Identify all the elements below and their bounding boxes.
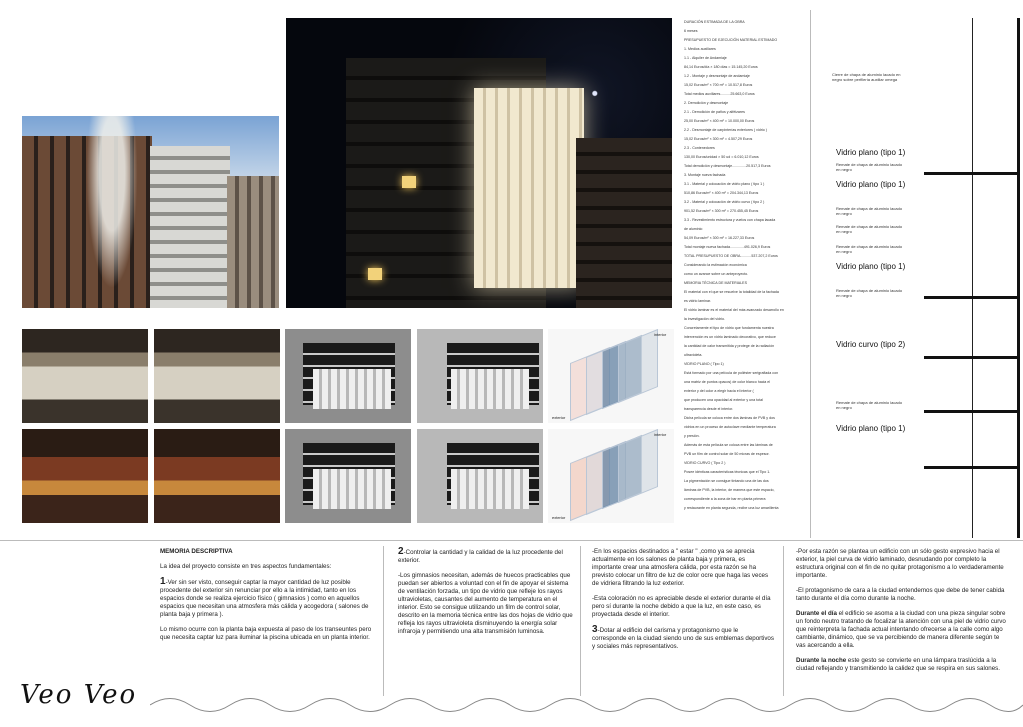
memoria-intro: La idea del proyecto consiste en tres aspectos fundamentales: <box>160 563 332 570</box>
budget-line: La pigmentación se consigue tintando una de las dos <box>684 479 769 483</box>
budget-line: 6 meses <box>684 29 698 33</box>
budget-line: TOTAL PRESUPUESTO DE OBRA...........537.207,2 Euros <box>684 254 778 258</box>
budget-line: 1. Medios auxiliares <box>684 47 716 51</box>
note-2: Remate de chapa de aluminio lacado en negro <box>836 206 903 216</box>
budget-line: la cantidad de calor transmitida y protege de la radiación <box>684 344 775 348</box>
budget-line: es vidrio laminar. <box>684 299 711 303</box>
point-1-text: -Ver sin ser visto, conseguir captar la mayor cantidad de luz posible procedente del exterior sin renunciar por ello a la intimidad, tanto en los espacios donde se realiza ejercicio físico ( gimnasios ) como en aquellos espacios que necesitan una atmosfera más cálida y acogedora ( salones de planta baja y primera ). <box>160 579 369 618</box>
budget-line: Dicha película se coloca entre dos láminas de PVB y dos <box>684 416 775 420</box>
col-divider-2 <box>580 546 581 696</box>
point-2-number: 2 <box>398 546 404 557</box>
day-lead: Durante el día <box>796 610 837 617</box>
budget-line: 2.2 - Desmontaje de carpinterías exteriores ( vidrio ) <box>684 128 767 132</box>
render-model-1 <box>285 329 411 423</box>
budget-line: Considerando la estimación económica <box>684 263 747 267</box>
budget-line: PRESUPUESTO DE EJECUCIÓN MATERIAL ESTIMADO <box>684 38 778 42</box>
budget-line: PVB un film de control solar de 50 micras de espesor. <box>684 452 770 456</box>
budget-line: MEMORIA TÉCNICA DE MATERIALES <box>684 281 747 285</box>
memoria-col-3 <box>592 548 774 658</box>
budget-line: la investigación del vidrio. <box>684 317 725 321</box>
day-text: el edificio se asoma a la ciudad con una pieza singular sobre un fondo neutro tratando de focalizar la atención con una piel de vidrio curvo que reinterpreta la fachada actual intentando ofrecerse a la calle como algo cambiante, dinámico, que se va percibiendo de manera diferente según te vas acercando a ella. <box>796 610 1006 649</box>
budget-line: de aluminio <box>684 227 703 231</box>
note-3: Remate de chapa de aluminio lacado en negro <box>836 224 903 234</box>
night-lead: Durante la noche <box>796 657 847 664</box>
point-1-number: 1 <box>160 576 166 587</box>
col-divider-3 <box>783 546 784 696</box>
budget-line: 130,00 Euros/unidad × 50 ud = 6.010,12 Euros <box>684 155 759 159</box>
budget-line: láminas de PVB, la interior, de manera que este espacio, <box>684 488 775 492</box>
interior-photo-1 <box>22 329 148 423</box>
budget-line: y presión. <box>684 434 700 438</box>
note-1: Remate de chapa de aluminio lacado en negro <box>836 162 903 172</box>
col-divider-1 <box>383 546 384 696</box>
budget-line: 1.2 - Montaje y desmontaje de andamiaje <box>684 74 750 78</box>
budget-line: transparencia desde el interior. <box>684 407 734 411</box>
label-exterior: exterior <box>552 415 566 420</box>
interior-photo-2 <box>154 329 280 423</box>
point-3a-text: -En los espacios destinados a " estar " ,como ya se aprecia actualmente en los salones de planta baja y primera, es importante crear una atmosfera cálida, por esta razón se ha previsto colocar un filtro de luz de color ocre que haga las veces de vidriera filtrando la luz exterior. <box>592 548 769 587</box>
point-4b-text: -El protagonismo de cara a la ciudad entendemos que debe de tener cabida tanto durante el día como durante la noche. <box>796 587 1005 602</box>
budget-line: 15,02 Euros/m² × 700 m² = 10.517,8 Euros <box>684 83 753 87</box>
budget-line: como un avance sobre un anteproyecto. <box>684 272 749 276</box>
wave-line <box>150 690 1023 720</box>
night-view-photo <box>286 18 672 308</box>
budget-line: Total demolición y desmontaje..............20.517,3 Euros <box>684 164 771 168</box>
budget-line: DURACIÓN ESTIMADA DE LA OBRA <box>684 20 745 24</box>
label-3: Vidrio curvo (tipo 2) <box>836 340 906 349</box>
budget-line: El vidrio laminar es el material del más avanzado desarrollo en <box>684 308 784 312</box>
budget-line: y restaurante en planta segunda, recibe una luz amarillenta <box>684 506 779 510</box>
logo: Veo Veo <box>20 680 138 710</box>
bottom-divider <box>0 540 1023 541</box>
budget-line: exterior y del color a elegir hacia el interior ( <box>684 389 754 393</box>
budget-line: 901,52 Euros/m² × 300 m² = 270.455,45 Euros <box>684 209 759 213</box>
budget-line: Total montaje nueva fachada..............491.026,9 Euros <box>684 245 771 249</box>
section-drawing <box>812 10 1023 538</box>
budget-line: intervención es un vidrio laminado decorativo, que reduce <box>684 335 776 339</box>
building-right <box>227 176 279 308</box>
budget-line: 3.3 - Revestimiento estructura y vuelos con chapa lacada <box>684 218 776 222</box>
point-3b-text: -Esta coloración no es apreciable desde el exterior durante el día pero sí durante la noche debido a que la luz, en este caso, es proyectada desde el interior. <box>592 595 771 618</box>
night-text: este gesto se convierte en una lámpara traslúcida a la ciudad reflejando y transmitiendo la calidez que se respira en sus salones. <box>796 657 1000 672</box>
budget-line: 15,02 Euros/m² × 300 m² = 4.507,29 Euros <box>684 137 753 141</box>
budget-line: Además de esta película se coloca entre las láminas de <box>684 443 773 447</box>
budget-line: Total medios auxiliares..........25.663,0 Euros <box>684 92 755 96</box>
label-1: Vidrio plano (tipo 1) <box>836 180 906 189</box>
render-model-2 <box>417 329 543 423</box>
section-divider <box>810 10 811 538</box>
budget-line: 25,00 Euros/m² × 400 m² = 10.000,00 Euros <box>684 119 755 123</box>
label-interior: interior <box>654 332 667 337</box>
label-0: Vidrio plano (tipo 1) <box>836 148 906 157</box>
budget-line: una matriz de puntos opacos) de color blanco hacia el <box>684 380 771 384</box>
budget-line: 2. Demolición y desmontaje <box>684 101 729 105</box>
night-building-right <box>576 138 672 308</box>
budget-line: 2.1 - Demolición de paños y alféizares <box>684 110 745 114</box>
budget-line: El material con el que se resuelve la totalidad de la fachada <box>684 290 779 294</box>
budget-line: 84,14 Euros/día × 180 días = 15.145,20 Euros <box>684 65 758 69</box>
budget-line: Concretamente el tipo de vidrio que fundamenta nuestra <box>684 326 774 330</box>
render-model-4 <box>417 429 543 523</box>
budget-line: correspondiente a la zona de bar en planta primera <box>684 497 766 501</box>
point-2b-text: -Los gimnasios necesitan, además de huecos practicables que puedan ser abiertos a voluntad con el fin de apoyar el sistema de ventilación forzada, un tipo de vidrio que refleje los rayos ultravioletas, causantes del aumento de temperatura en el interior. Esto se consigue utilizando un film de control solar, descrito en la memoria técnica entre las dos hojas de vidrio que refleja los rayos ultravioleta disminuyendo la energía solar infraroja y permitiendo una alta transmisión luminosa. <box>398 572 573 635</box>
budget-line: 3.1 - Material y colocación de vidrio plano ( tipo 1 ) <box>684 182 765 186</box>
point-3-number: 3 <box>592 624 598 635</box>
point-1b-text: Lo mismo ocurre con la planta baja expuesta al paso de los transeuntes pero que necesita captar luz para iluminar la piscina ubicada en un planta interior. <box>160 626 372 641</box>
memoria-col-1 <box>160 548 374 649</box>
budget-line: que producen una opacidad al exterior y una total <box>684 398 763 402</box>
label-interior-2: interior <box>654 432 667 437</box>
building-facade <box>150 146 230 308</box>
budget-line: Posee idénticas características técnicas que el Tipo 1. <box>684 470 771 474</box>
street-view-photo <box>22 116 279 308</box>
interior-photo-3 <box>22 429 148 523</box>
render-model-3 <box>285 429 411 523</box>
point-2-text: -Controlar la cantidad y la calidad de la luz procedente del exterior. <box>398 549 563 564</box>
tree <box>82 116 142 308</box>
interior-photo-4 <box>154 429 280 523</box>
point-3-text: -Dotar al edificio del carisma y protagonismo que le corresponde en la ciudad siendo uno de sus emblemas deportivos y sociales más representativos. <box>592 627 774 650</box>
budget-line: 1.1 - Alquiler de Andamiaje <box>684 56 727 60</box>
note-0: Cierre de chapa de aluminio lacado en negro sobre perfilería auxiliar omega <box>832 72 901 82</box>
label-2: Vidrio plano (tipo 1) <box>836 262 906 271</box>
note-6: Remate de chapa de aluminio lacado en negro <box>836 400 903 410</box>
note-5: Remate de chapa de aluminio lacado en negro <box>836 288 903 298</box>
budget-line: 3.2 - Material y colocación de vidrio curvo ( tipo 2 ) <box>684 200 765 204</box>
budget-line: VIDRIO CURVO ( Tipo 2 ) <box>684 461 726 465</box>
memoria-col-4 <box>796 548 1010 680</box>
budget-line: 510,86 Euros/m² × 400 m² = 204.344,13 Euros <box>684 191 759 195</box>
glass-layers-diagram-2 <box>548 429 674 523</box>
budget-line: Está formado por una película de poliéster serigrafiada con <box>684 371 779 375</box>
note-4: Remate de chapa de aluminio lacado en negro <box>836 244 903 254</box>
budget-line: ultravioleta. <box>684 353 703 357</box>
budget-line: 2.3 - Contenedores <box>684 146 715 150</box>
budget-line: 54,09 Euros/m² × 300 m² = 16.227,33 Euros <box>684 236 755 240</box>
glass-layers-diagram-1 <box>548 329 674 423</box>
memoria-col-2 <box>398 548 574 643</box>
label-4: Vidrio plano (tipo 1) <box>836 424 906 433</box>
budget-line: vidrios en un proceso de autoclave mediante temperatura <box>684 425 776 429</box>
memoria-title: MEMORIA DESCRIPTIVA <box>160 548 233 555</box>
budget-line: VIDRIO PLANO ( Tipo 1) <box>684 362 724 366</box>
label-exterior-2: exterior <box>552 515 566 520</box>
budget-column <box>684 18 802 510</box>
budget-line: 3. Montaje nueva fachada <box>684 173 726 177</box>
illuminated-facade <box>474 88 584 288</box>
point-4a-text: -Por esta razón se plantea un edificio con un sólo gesto expresivo hacia el exterior, la piel curva de vidrio laminado, desnudando por completo la estructura original con el fin de no quitar protagonismo a lo verdaderamente importante. <box>796 548 1004 579</box>
